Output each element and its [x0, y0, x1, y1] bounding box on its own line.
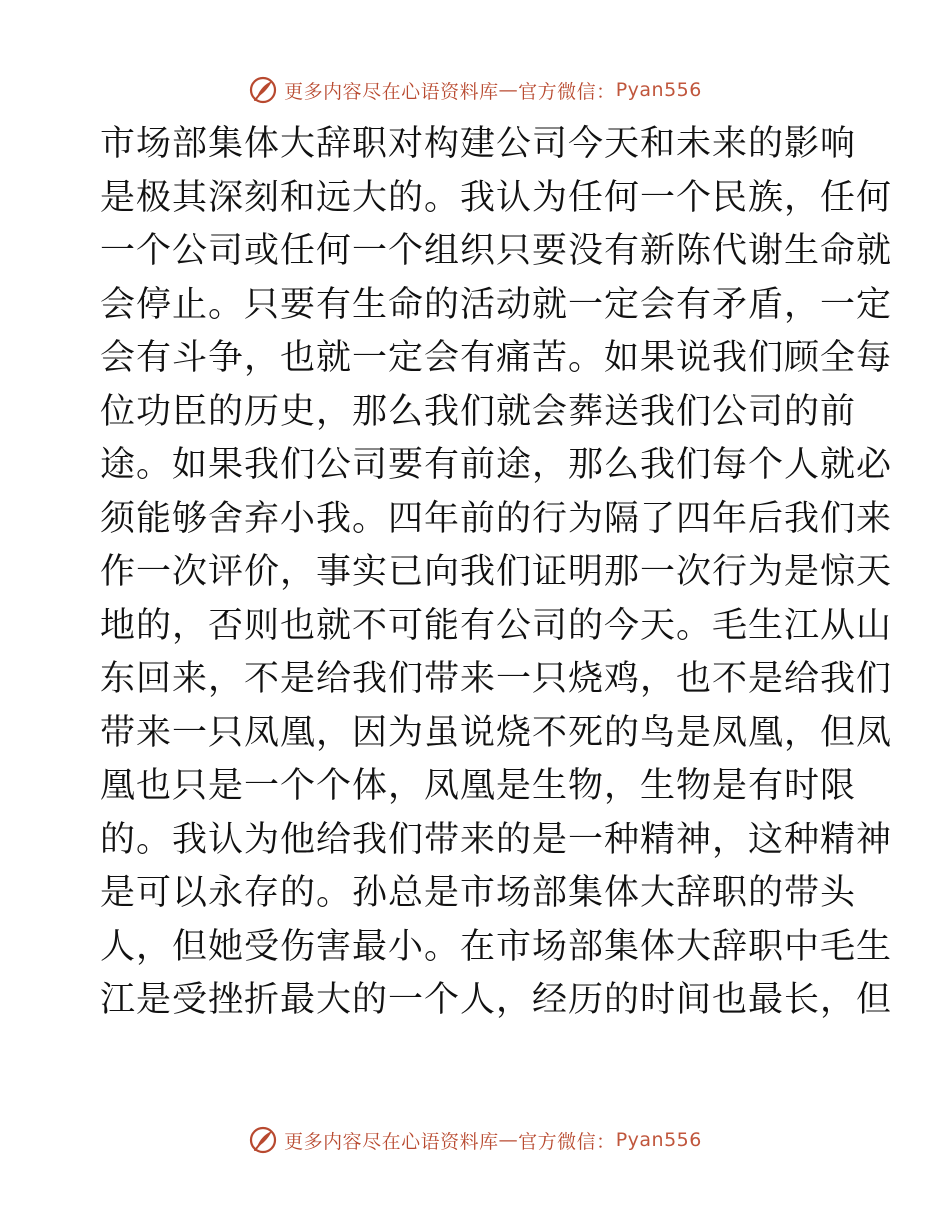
body-line: 须能够舍弃小我。四年前的行为隔了四年后我们来 — [100, 498, 893, 539]
body-line: 的。我认为他给我们带来的是一种精神，这种精神 — [100, 819, 893, 860]
body-line: 途。如果我们公司要有前途，那么我们每个人就必 — [100, 445, 893, 485]
feather-pen-logo-icon — [248, 1125, 278, 1155]
header-banner — [0, 70, 950, 110]
body-line: 会停止。只要有生命的活动就一定会有矛盾，一定 — [100, 284, 893, 325]
body-line: 带来一只凤凰，因为虽说烧不死的鸟是凤凰，但凤 — [100, 712, 893, 753]
body-line: 会有斗争，也就一定会有痛苦。如果说我们顾全每 — [100, 338, 893, 378]
header-banner-dash: — — [498, 79, 519, 101]
footer-banner-wechat-id: Pyan556 — [615, 1129, 702, 1151]
header-banner-wechat-id: Pyan556 — [615, 79, 702, 101]
body-line: 人，但她受伤害最小。在市场部集体大辞职中毛生 — [100, 926, 893, 967]
body-line: 地的，否则也就不可能有公司的今天。毛生江从山 — [100, 605, 893, 646]
body-line: 市场部集体大辞职对构建公司今天和未来的影响 — [100, 124, 857, 164]
body-line: 东回来，不是给我们带来一只烧鸡，也不是给我们 — [100, 659, 893, 699]
header-banner-label: 官方微信： — [518, 80, 616, 103]
body-line: 作一次评价，事实已向我们证明那一次行为是惊天 — [100, 552, 893, 592]
body-line: 江是受挫折最大的一个人，经历的时间也最长，但 — [100, 980, 893, 1020]
body-line: 一个公司或任何一个组织只要没有新陈代谢生命就 — [100, 231, 893, 271]
footer-banner-dash: — — [498, 1129, 519, 1151]
body-line: 凰也只是一个个体，凤凰是生物，生物是有时限 — [100, 766, 857, 806]
footer-banner-text: 更多内容尽在心语资料库 — [284, 1130, 499, 1153]
feather-pen-logo-icon — [248, 75, 278, 105]
footer-banner — [0, 1120, 950, 1160]
document-body — [100, 118, 893, 1028]
body-line: 位功臣的历史，那么我们就会葬送我们公司的前 — [100, 391, 857, 432]
header-banner-text: 更多内容尽在心语资料库 — [284, 80, 499, 103]
body-line: 是极其深刻和远大的。我认为任何一个民族，任何 — [100, 177, 893, 218]
footer-banner-label: 官方微信： — [518, 1130, 616, 1153]
body-line: 是可以永存的。孙总是市场部集体大辞职的带头 — [100, 873, 857, 913]
